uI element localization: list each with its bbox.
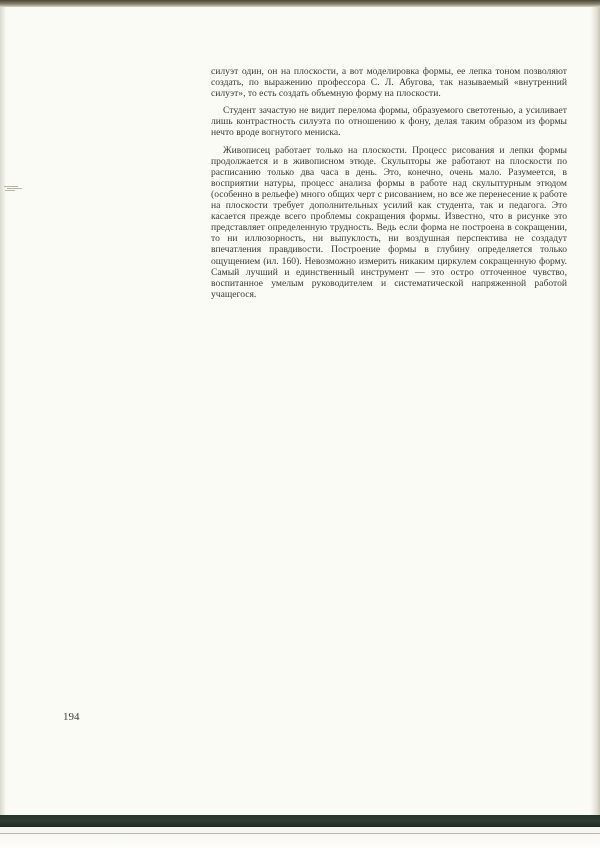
scan-bottom-edge (0, 827, 600, 850)
scan-bottom-band (0, 815, 600, 827)
paragraph: Студент зачастую не видит перелома формы, образуемого светотенью, а усиливает лишь контрастность силуэта по отношению к фону, делая таким образом из формы нечто вроде вогнутого мениска. (211, 105, 567, 139)
page-right-edge (590, 7, 600, 815)
page-number: 194 (63, 711, 80, 723)
paragraph: Живописец работает только на плоскости. Процесс рисования и лепки формы продолжается и в живописном этюде. Скульпторы же работают на плоскости по расписанию только два часа в день. Это, конечно, очень мало. Разумеется, в восприятии натуры, процесс анализа формы в работе над скульптурным этюдом (особенно в рельефе) много общих черт с рисованием, но все же перенесение к работе на плоскости требует дополнительных усилий как студента, так и педагога. Это касается прежде всего проблемы сокращения формы. Известно, что в рисунке это представляет определенную трудность. Ведь если форма не построена в сокращении, то ни иллюзорность, ни выпуклость, ни воздушная перспектива не создадут впечатления правдивости. Построение формы в глубину определяется только ощущением (ил. 160). Невозможно измерить никаким циркулем сокращенную форму. Самый лучший и единственный инструмент — это остро отточенное чувство, воспитанное умелым руководителем и систематической напряженной работой учащегося. (211, 144, 567, 300)
body-text-column (211, 66, 567, 306)
divider (0, 833, 600, 834)
page-left-edge (0, 7, 6, 815)
scan-top-edge (0, 0, 600, 7)
margin-mark (4, 186, 22, 192)
paragraph: силуэт один, он на плоскости, а вот моделировка формы, ее лепка тоном позволяют создать, по выражению профессора С. Л. Абугова, так называемый «внутренний силуэт», то есть создать объемную форму на плоскости. (211, 66, 567, 100)
